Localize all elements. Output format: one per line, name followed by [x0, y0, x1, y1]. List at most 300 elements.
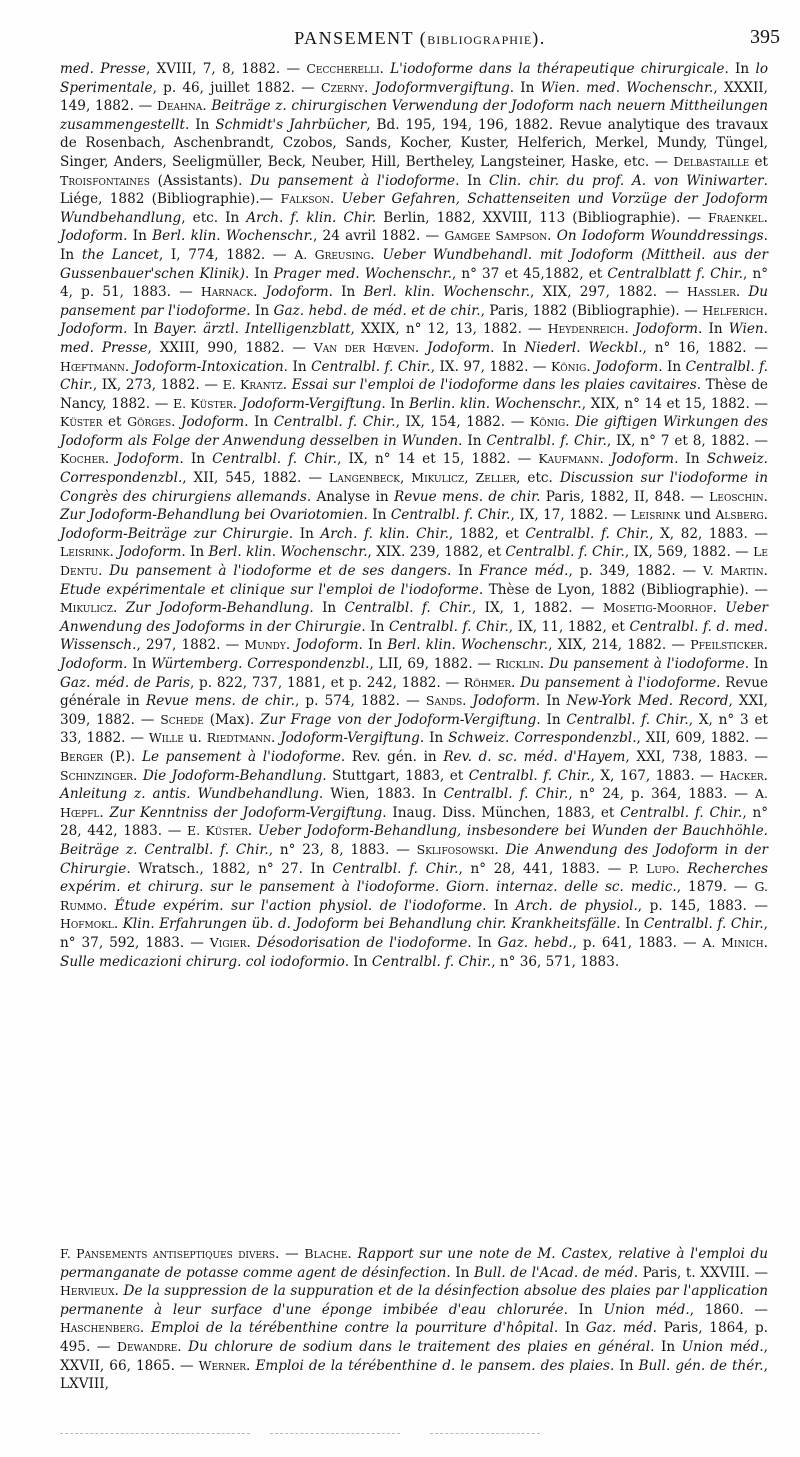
author-name: Ceccherelli [306, 61, 380, 76]
citation-text: , IX, 11, 1882, et [508, 618, 630, 635]
citation-text: . [246, 934, 257, 951]
citation-text: , p. 46, juillet 1882. — [152, 79, 322, 96]
citation-text: Paris, 1882, II, 848. — [540, 488, 710, 505]
citation-title: Jodoform [60, 228, 124, 245]
author-name: G. Rummo [60, 879, 769, 913]
citation-title: Ueber Wundbehandl. mit Jodoform (Mittheil. aus der Gussenbauer'schen Klinik) [60, 246, 768, 282]
author-name: Czerny [321, 79, 364, 95]
author-name: A. Greusing [294, 246, 371, 262]
citation-text: , XII, 609, 1882. — [636, 730, 769, 747]
citation-title: Sulle medicazioni chirurg. col iodoformio [60, 953, 345, 970]
citation-title: Rapport sur une note de M. Castex, relative à l'emploi du permanganate de potasse comme agent de désinfection [60, 1246, 769, 1281]
citation-title: Centralbl. f. Chir. [273, 414, 396, 431]
author-name: Görges [127, 414, 172, 430]
citation-text: , n° 28, 441, 1883. — [458, 860, 629, 877]
author-name: Riedtmann [206, 730, 271, 746]
citation-title: Revue mens. de chir. [393, 488, 541, 505]
citation-text: , LXVIII, [60, 1357, 768, 1393]
citation-title: Klin. Erfahrungen üb. d. Jodoform bei Behandlung chir. Krankheitsfälle [122, 916, 617, 933]
citation-title: Jodoform [265, 284, 329, 301]
citation-title: Bull. de l'Acad. de méd. [473, 1264, 639, 1281]
author-name: A. Minich [702, 934, 764, 950]
citation-title: Jodoform [60, 656, 124, 672]
citation-text: . In [288, 525, 321, 542]
citation-title: Discussion sur l'iodoforme in Congrès des chirurgiens allemands [60, 470, 768, 505]
citation-title: Rev. d. sc. méd. d'Hayem [443, 748, 626, 765]
citation-title: Jodoform [610, 451, 675, 468]
citation-text: , XIX, 297, 1882. — [530, 284, 687, 301]
citation-title: Du chlorure de sodium dans le traitement des plaies en général [188, 1338, 651, 1355]
citation-text: . In [490, 339, 525, 356]
citation-title: med. Presse [60, 61, 146, 77]
citation-title: Jodoform [116, 451, 180, 468]
citation-text: . [139, 1320, 151, 1337]
citation-title: Centralbl. f. Chir. [212, 451, 338, 468]
citation-text: . [102, 897, 115, 914]
citation-text: , p. 574, 1882. — [294, 693, 426, 710]
citation-title: Würtemberg. Correspondenzbl. [151, 656, 370, 672]
running-title-sub: BIBLIOGRAPHIE [427, 33, 533, 47]
bibliography-section-f [60, 1245, 768, 1394]
citation-title: Niederl. Weckbl. [524, 339, 643, 356]
citation-text: , XII, 545, 1882. — [182, 470, 329, 487]
citation-text: . In [361, 618, 389, 635]
citation-text: . Stuttgart, 1883, et [322, 767, 469, 784]
citation-text: . Thèse de Lyon, 1882 (Bibliographie). — [478, 581, 768, 598]
citation-text: , n° 23, 8, 1883. — [268, 841, 417, 858]
citation-text: , n° 28, 442, 1883. — [60, 804, 768, 840]
citation-title: Arch. f. klin. Chir. [320, 525, 449, 542]
citation-text: . [232, 395, 242, 412]
citation-title: Centralbl. f. Chir. [620, 804, 743, 821]
citation-text: . [98, 563, 110, 580]
citation-title: Centralbl. f. Chir. [525, 525, 650, 542]
footer-rule [60, 1433, 250, 1434]
citation-text: , X, 167, 1883. — [590, 767, 720, 784]
author-name: E. Krantz [222, 377, 283, 393]
citation-text: . [763, 209, 768, 226]
author-name: Kocher [60, 451, 105, 467]
citation-title: Centralbl. f. Chir. [371, 953, 492, 970]
citation-text: . In [658, 358, 686, 375]
citation-title: Die Anwendung des Jodoform in der Chirurgie [60, 841, 769, 877]
citation-text: , p. 145, 1883. — [637, 897, 768, 914]
citation-text: . In [509, 79, 541, 96]
citation-text: . In [244, 265, 274, 282]
citation-text: , XXI, 309, 1882. — [60, 693, 768, 728]
citation-text: , etc. In [181, 209, 247, 226]
citation-title: Du pansement à l'iodoforme [250, 172, 456, 189]
citation-text: . In [309, 600, 345, 617]
citation-text: . In [467, 934, 498, 951]
citation-text: . In [60, 228, 768, 263]
citation-title: Berl. klin. Wochenschr. [387, 637, 549, 654]
author-name: Sklifosowski [416, 841, 495, 857]
citation-title: Jodoform-Intoxication [133, 358, 284, 375]
citation-title: Zur Frage von der Jodoform-Vergiftung [260, 711, 537, 728]
citation-text: . [547, 228, 557, 245]
page-number: 395 [750, 26, 780, 48]
citation-title: Centralbl. f. Chir. [486, 432, 607, 449]
citation-text: . Inaug. Diss. München, 1883, et [382, 804, 621, 821]
citation-text: . In [244, 414, 274, 431]
author-name: Vigier [209, 934, 247, 950]
citation-text: . In [179, 451, 213, 468]
citation-text: , Bd. 195, 194, 196, 1882. Revue analytique des travaux de Rosenbach, Aschenbrandt, Czobos, Sands, Kocher, Kuster, Helferich, Merkel, Mundy, Tüngel, Singer, Anders, Seeligmüller, Beck, Neuber, Hill, Bertheley, Langsteiner, Haske, etc. — [60, 116, 769, 170]
author-name: Mosetig-Moorhof [602, 600, 713, 616]
author-name: Mundy [244, 637, 286, 653]
citation-text: , XIX, n° 14 et 15, 1882. — [581, 395, 768, 412]
footer-rule [430, 1433, 540, 1434]
author-name: Mikulicz [411, 470, 465, 486]
citation-title: Gaz. méd. [585, 1320, 658, 1337]
citation-title: Berl. klin. Wochenschr. [363, 284, 531, 301]
citation-text: . [364, 79, 375, 96]
citation-title: Centralbl. f. Chir. [344, 600, 472, 617]
citation-text: , IX, n° 7 et 8, 1882. — [606, 432, 769, 449]
citation-text: , IX, 1, 1882. — [471, 600, 603, 617]
citation-title: Emploi de la térébenthine d. le pansem. des plaies [255, 1357, 610, 1374]
citation-text: u. [183, 730, 207, 747]
citation-text: . In [563, 1301, 604, 1318]
citation-title: Jodoform [634, 321, 699, 338]
citation-text: , X, 82, 1883. — [649, 525, 768, 542]
author-name: F. Pansements antiseptiques divers [60, 1246, 276, 1261]
author-name: König [550, 358, 587, 374]
citation-title: Zur Jodoform-Behandlung bei Ovariotomien [60, 507, 364, 524]
citation-text: , IX, 17, 1882. — [510, 507, 631, 524]
citation-title: Centralbl. f. Chir. [388, 618, 509, 635]
author-name: Fraenkel [707, 209, 764, 225]
citation-title: Anleitung z. antis. Wundbehandlung [60, 786, 319, 803]
author-name: Gamgee Sampson [444, 228, 548, 244]
author-name: Hofmokl [60, 916, 114, 932]
citation-title: Centralblatt f. Chir. [607, 265, 743, 282]
author-name: Mikulicz [60, 600, 114, 616]
author-name: E. Küster [187, 823, 248, 839]
citation-text: . [763, 488, 768, 505]
author-name: Hacker [719, 767, 764, 783]
citation-text: . In [650, 1338, 682, 1355]
citation-text: . [586, 358, 596, 375]
citation-text: , XIX. 239, 1882, et [367, 544, 506, 561]
citation-title: Centralbl. f. Chir. [332, 860, 459, 877]
author-name: Troisfontaines [60, 172, 150, 188]
citation-text: . [763, 507, 768, 524]
citation-text: . [247, 823, 258, 840]
citation-text: . [599, 451, 611, 468]
citation-text: , n° 4, p. 51, 1883. — [60, 265, 768, 301]
citation-text: , XXIII, 990, 1882. — [147, 339, 314, 356]
citation-text: , 24 avril 1882. — [312, 228, 445, 245]
citation-title: Centralbl. f. Chir. [505, 544, 625, 561]
citation-title: Etude expérimentale et clinique sur l'emploi de l'iodoforme [60, 581, 479, 598]
citation-title: France méd. [479, 563, 569, 580]
citation-text: . In [123, 228, 153, 245]
citation-title: Beiträge z. chirurgischen Verwendung der Jodoform nach neuern Mittheilungen zusammengestellt [60, 98, 768, 133]
citation-text: . [624, 321, 635, 338]
page-header [60, 24, 780, 52]
citation-text: . [99, 804, 110, 821]
citation-text: . In [246, 302, 274, 319]
running-title-main: PANSEMENT ( [294, 28, 428, 48]
citation-text: . [270, 730, 281, 747]
citation-text: . In [184, 116, 216, 133]
citation-text: . [712, 600, 726, 617]
citation-text: . In [482, 897, 516, 914]
citation-title: Prager med. Wochenschr. [273, 265, 452, 282]
citation-text: . Liége, 1882 (Bibliographie).— [60, 172, 768, 208]
citation-title: Clin. chir. du prof. A. von Winiwarter [489, 172, 764, 189]
author-name: Kaufmann [538, 451, 600, 467]
citation-title: Centralbl. f. d. med. Wissensch. [60, 618, 769, 654]
citation-text: . [539, 656, 549, 672]
citation-title: Gaz. méd. de Paris [60, 674, 190, 691]
citation-text: , Paris, 1882 (Bibliographie). — [480, 302, 703, 319]
citation-text: . [202, 98, 212, 115]
citation-text: , XXI, 738, 1883. — [625, 748, 769, 765]
author-name: Hœftmann [60, 358, 125, 374]
citation-title: Centralbl. f. Chir. [144, 841, 269, 858]
citation-text: . In [455, 172, 490, 189]
citation-text: , [464, 470, 476, 487]
citation-text: . In [328, 284, 364, 301]
citation-text: . [370, 246, 383, 263]
citation-text: et [749, 153, 768, 170]
citation-title: Ueber Jodoform-Behandlung, insbesondere bei Wunden der Bauchhöhle. Beiträge z. [60, 823, 768, 858]
author-name: Haschenberg [60, 1320, 140, 1336]
citation-text: . [329, 191, 342, 208]
citation-text: . [565, 414, 576, 431]
citation-text: . In [363, 507, 391, 524]
author-name: Werner [198, 1357, 247, 1373]
citation-text: . In [123, 656, 152, 672]
citation-title: Zur Jodoform-Behandlung [125, 600, 310, 617]
citation-title: Centralbl. f. Chir. [468, 767, 591, 784]
citation-title: Jodoform-Vergiftung [241, 395, 382, 412]
citation-text: . [763, 302, 768, 319]
citation-text: , XXVII, 66, 1865. — [60, 1338, 768, 1374]
citation-title: Schweiz. Correspondenzbl. [60, 451, 768, 487]
citation-text: . In [744, 656, 768, 672]
citation-title: Berl. klin. Wochenschr. [152, 228, 313, 245]
citation-text: (Assistants). [149, 172, 251, 189]
citation-text: . In [344, 953, 372, 970]
citation-text: (P.). [103, 748, 142, 765]
author-name: Hassler [686, 284, 736, 300]
citation-text: et [102, 414, 128, 431]
citation-title: Jodoform [295, 637, 359, 654]
citation-text: , [400, 470, 412, 487]
citation-text: , IX, 569, 1882. — [624, 544, 754, 561]
citation-text: (Max). [203, 711, 261, 728]
citation-title: Arch. f. klin. Chir. [246, 209, 377, 226]
citation-text: . [114, 1283, 124, 1300]
citation-text: . [462, 693, 473, 710]
citation-text: . Rev. gén. in [340, 748, 444, 765]
citation-text: . Wien, 1883. In [318, 786, 444, 803]
author-name: Pfeilsticker [690, 637, 764, 653]
citation-title: Schmidt's Jahrbücher [215, 116, 367, 133]
citation-text: , n° 37, 592, 1883. — [60, 916, 768, 951]
citation-title: Jodoform-Vergiftung [280, 730, 420, 747]
citation-text: . [282, 377, 292, 394]
citation-text: , n° 24, p. 364, 1883. — [568, 786, 755, 803]
citation-text: , p. 349, 1882. — [568, 563, 703, 580]
citation-title: Gaz. hebd. [497, 934, 573, 951]
citation-text: . [763, 767, 768, 784]
citation-title: Centralbl. f. Chir. [643, 916, 764, 933]
citation-text: , n° 36, 571, 1883. [491, 953, 620, 970]
citation-title: Centralbl. f. Chir. [390, 507, 511, 524]
citation-title: Centralbl. f. Chir. [566, 711, 689, 728]
citation-text: . In [674, 451, 707, 468]
citation-text: . [246, 1357, 256, 1374]
citation-text: . In [283, 358, 312, 375]
citation-text: , 1860. — [689, 1301, 768, 1318]
citation-title: Emploi de la térébenthine contre la pourriture d'hôpital [150, 1320, 554, 1337]
citation-title: the Lancet [81, 246, 159, 263]
citation-title: Zur Kenntniss der Jodoform-Vergiftung [109, 804, 383, 821]
citation-text: Paris, t. XXVIII. — [638, 1264, 769, 1281]
citation-title: Arch. de physiol. [515, 897, 638, 914]
citation-title: Jodoform [118, 544, 182, 561]
citation-text: . In [123, 321, 154, 338]
citation-title: Wien. med. Presse [60, 321, 768, 356]
author-name: Falkson [280, 191, 330, 207]
citation-title: Bayer. ärztl. Intelligenzblatt [153, 321, 351, 338]
citation-text: Berlin, 1882, XXVIII, 113 (Bibliographie). — [376, 209, 708, 226]
author-name: Helferich [702, 302, 764, 318]
citation-text: Paris, 1864, p. 495. — [60, 1320, 769, 1355]
author-name: Ricklin [495, 656, 540, 671]
citation-text: , XXXII, 149, 1882. — [60, 79, 768, 115]
citation-text: . In [419, 730, 449, 747]
citation-title: Centralbl. f. Chir. [443, 786, 569, 803]
citation-title: Jodoformvergiftung [374, 79, 510, 96]
author-name: A. Hœpfl [60, 786, 769, 820]
author-name: König [529, 414, 566, 430]
citation-text: , X, n° 3 et 33, 1882. — [60, 711, 768, 747]
citation-text: , 1879. — [676, 879, 755, 896]
citation-title: Union méd. [681, 1338, 764, 1355]
citation-title: L'iodoforme dans la thérapeutique chirurgicale [390, 61, 725, 77]
author-name: Alsberg [715, 507, 764, 523]
citation-text: . In [458, 432, 487, 449]
author-name: P. Lupo [628, 860, 676, 876]
footer-rule [270, 1433, 400, 1434]
author-name: V. Martin [702, 563, 764, 579]
citation-text: . [347, 1246, 358, 1262]
citation-text: , n° 37 et 45,1882, et [451, 265, 608, 282]
citation-text: . Revue générale in [60, 674, 768, 710]
citation-text: . In [535, 693, 567, 710]
author-name: Langenbeck [328, 470, 400, 486]
citation-title: Du pansement à l'iodoforme [520, 674, 717, 691]
citation-text: . In [609, 1357, 639, 1374]
citation-text: , 1882, et [448, 525, 526, 542]
citation-text: . Thèse de Nancy, 1882. — [60, 377, 768, 412]
citation-title: Le pansement à l'iodoforme [141, 748, 341, 765]
citation-text: . Analyse in [306, 488, 394, 505]
citation-text: . In [381, 395, 410, 412]
citation-text: . [379, 61, 391, 77]
citation-title: Du pansement à l'iodoforme [548, 656, 745, 672]
citation-title: Die giftigen Wirkungen des Jodoform als Folge der Anwendung desselben in Wunden [60, 414, 769, 449]
running-title-end: ). [532, 28, 546, 48]
citation-text: , XIX, 214, 1882. — [548, 637, 691, 654]
citation-text: , IX, 154, 1882. — [395, 414, 530, 431]
citation-text: . [675, 860, 688, 877]
author-name: Delbastaille [673, 153, 750, 169]
citation-text: . [113, 916, 123, 933]
citation-text: , n° 16, 1882. — [642, 339, 768, 356]
citation-title: Étude expérim. sur l'action physiol. de l'iodoforme [114, 897, 483, 914]
citation-title: Berl. klin. Wochenschr. [208, 544, 368, 561]
author-name: Schinzinger [60, 767, 133, 783]
citation-text: . In [358, 637, 388, 654]
author-name: Harnack [200, 284, 254, 300]
citation-text: . [253, 284, 266, 301]
citation-text: . [494, 841, 506, 858]
citation-title: Ueber Anwendung des Jodoforms in der Chirurgie [60, 600, 769, 635]
citation-text: . In [447, 563, 480, 580]
citation-title: Revue mens. de chir. [145, 693, 295, 710]
author-name: Küster [60, 414, 103, 430]
bibliography-section-d [60, 60, 768, 971]
citation-text: , XVIII, 7, 8, 1882. — [145, 61, 307, 77]
citation-text: . [177, 1338, 189, 1355]
author-name: Sands [425, 693, 463, 709]
author-name: Dewandre [116, 1338, 178, 1354]
citation-text: . [763, 563, 768, 580]
citation-text: . [414, 339, 428, 356]
citation-text: . In [446, 1264, 474, 1281]
citation-text: . In [616, 916, 644, 933]
citation-text: . — [275, 1246, 305, 1262]
author-name: Leoschin [709, 488, 764, 504]
citation-title: Jodoform [181, 414, 245, 431]
citation-text: . [132, 767, 143, 784]
citation-text: , IX. 97, 1882. — [430, 358, 551, 375]
citation-text: . [763, 637, 768, 654]
author-name: E. Küster [172, 395, 233, 411]
author-name: Leisrink [630, 507, 681, 523]
citation-text: . [511, 674, 521, 691]
citation-title: Jodoform [60, 321, 124, 338]
citation-text: . [113, 600, 126, 617]
citation-title: Berlin. klin. Wochenschr. [409, 395, 582, 412]
citation-text: . In [698, 321, 729, 338]
author-name: Hervieux [60, 1283, 115, 1299]
author-name: Röhmer [463, 674, 512, 690]
author-name: Leisrink [60, 544, 110, 560]
author-name: Blache [304, 1246, 348, 1261]
citation-text: . [124, 358, 134, 375]
citation-title: Gaz. hebd. de méd. et de chir. [273, 302, 481, 319]
citation-title: Désodorisation de l'iodoforme [256, 934, 468, 951]
citation-title: De la suppression de la suppuration et de la désinfection absolue des plaies par l'application permanente à leur surface d'une éponge imbibée d'eau chlorurée [60, 1283, 768, 1318]
citation-text: . In [181, 544, 209, 561]
citation-title: Du pansement par l'iodoforme [60, 284, 768, 319]
citation-title: Centralbl. f. Chir. [60, 358, 769, 394]
citation-text: , 297, 1882. — [136, 637, 245, 654]
citation-text: und [680, 507, 716, 524]
citation-text: , I, 774, 1882. — [158, 246, 295, 263]
citation-title: Bull. gén. de thér. [638, 1357, 764, 1374]
author-name: Heydenreich [547, 321, 625, 337]
author-name: Zeller [475, 470, 517, 486]
